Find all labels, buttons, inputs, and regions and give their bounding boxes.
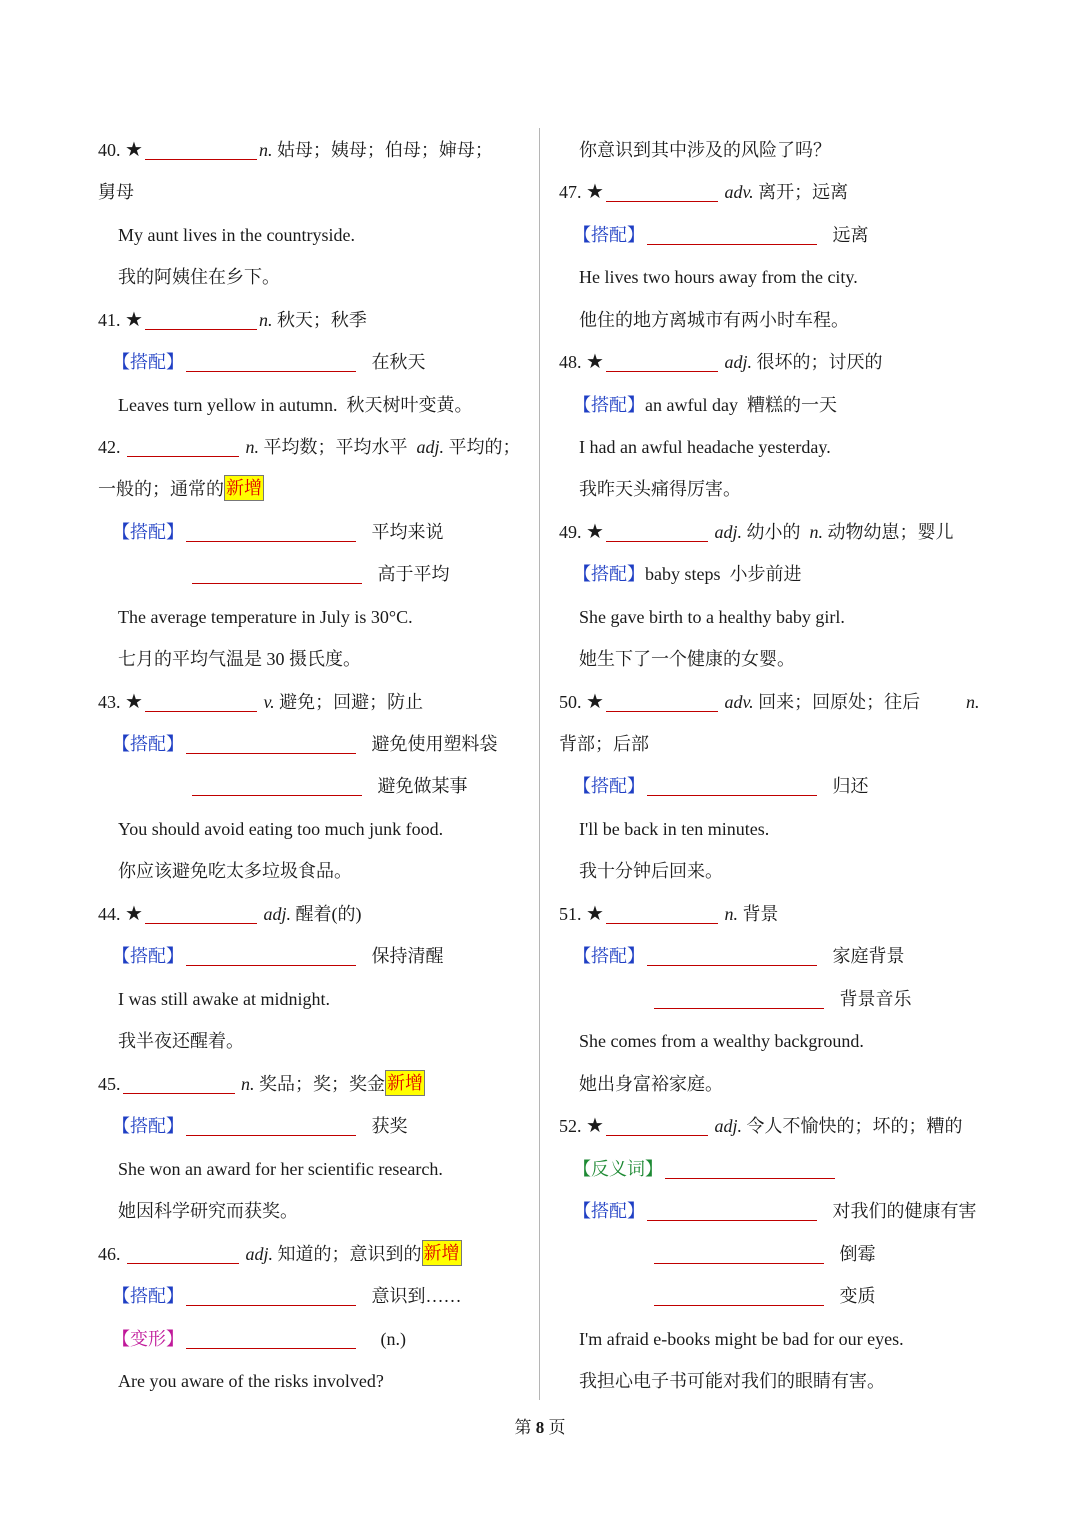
entry-number: 49. bbox=[559, 522, 582, 542]
meaning: 平均数；平均水平 bbox=[263, 437, 408, 457]
part-of-speech: adv. bbox=[724, 692, 754, 712]
meaning: 很坏的；讨厌的 bbox=[756, 352, 883, 372]
collocation-tag: 【搭配】 bbox=[112, 734, 184, 754]
meaning: 平均的； bbox=[448, 437, 521, 457]
part-of-speech: n. bbox=[258, 310, 273, 330]
collocation-line bbox=[112, 1275, 462, 1317]
part-of-speech: adj. bbox=[263, 904, 291, 924]
collocation-line bbox=[573, 765, 869, 807]
example-en: She comes from a wealthy background. bbox=[579, 1031, 864, 1051]
answer-blank[interactable] bbox=[145, 687, 257, 712]
example-zh: 他住的地方离城市有两小时车程。 bbox=[579, 310, 849, 330]
entry-number: 44. bbox=[98, 904, 121, 924]
collocation-tag: 【搭配】 bbox=[573, 946, 645, 966]
example-zh: 我昨天头痛得厉害。 bbox=[579, 479, 741, 499]
entry-number: 42. bbox=[98, 437, 121, 457]
column-divider bbox=[539, 128, 540, 1400]
example-en: Are you aware of the risks involved? bbox=[118, 1371, 384, 1391]
example-zh: 七月的平均气温是 30 摄氏度。 bbox=[118, 649, 361, 669]
answer-blank[interactable] bbox=[186, 1324, 356, 1349]
collocation-meaning: 糟糕的一天 bbox=[746, 395, 837, 415]
page-number-value: 8 bbox=[535, 1418, 545, 1437]
star-icon: ★ bbox=[586, 1115, 604, 1137]
part-of-speech: n. bbox=[966, 692, 980, 712]
answer-blank[interactable] bbox=[647, 771, 817, 796]
collocation-line bbox=[112, 1105, 408, 1147]
entry-52-headword bbox=[559, 1105, 962, 1147]
answer-blank[interactable] bbox=[654, 984, 824, 1009]
star-icon: ★ bbox=[125, 139, 143, 161]
part-of-speech: adj. bbox=[714, 522, 742, 542]
entry-47-headword bbox=[559, 171, 848, 213]
meaning: 姑母；姨母；伯母；婶母； bbox=[276, 140, 493, 160]
collocation-line bbox=[112, 341, 426, 383]
example-en: You should avoid eating too much junk food. bbox=[118, 819, 444, 839]
page-prefix: 第 bbox=[514, 1418, 532, 1437]
collocation-line bbox=[652, 1233, 876, 1275]
collocation-meaning: 家庭背景 bbox=[832, 946, 905, 966]
star-icon: ★ bbox=[125, 309, 143, 331]
meaning: 背部；后部 bbox=[559, 734, 649, 754]
collocation-phrase: baby steps bbox=[645, 564, 721, 584]
collocation-line bbox=[573, 1190, 977, 1232]
entry-50-headword bbox=[559, 681, 920, 723]
meaning: 令人不愉快的；坏的；糟的 bbox=[746, 1116, 963, 1136]
example-zh: 她因科学研究而获奖。 bbox=[118, 1201, 298, 1221]
collocation-tag: 【搭配】 bbox=[573, 1201, 645, 1221]
meaning: 醒着(的) bbox=[295, 904, 362, 924]
part-of-speech: n. bbox=[809, 522, 823, 542]
collocation-tag: 【搭配】 bbox=[112, 1286, 184, 1306]
collocation-tag: 【搭配】 bbox=[573, 564, 645, 584]
collocation-line bbox=[112, 511, 444, 553]
collocation-line bbox=[573, 214, 869, 256]
collocation-meaning: 避免做某事 bbox=[377, 776, 468, 796]
example-zh: 她出身富裕家庭。 bbox=[579, 1074, 723, 1094]
example-en: I'm afraid e-books might be bad for our eyes. bbox=[579, 1329, 904, 1349]
example-en bbox=[118, 384, 472, 426]
example-en: I was still awake at midnight. bbox=[118, 989, 330, 1009]
antonym-line bbox=[573, 1148, 837, 1190]
meaning: 幼小的 bbox=[746, 522, 801, 542]
variant-tag: 【变形】 bbox=[112, 1329, 184, 1349]
example-en: My aunt lives in the countryside. bbox=[118, 225, 355, 245]
answer-blank[interactable] bbox=[654, 1239, 824, 1264]
example-zh: 我担心电子书可能对我们的眼睛有害。 bbox=[579, 1371, 885, 1391]
entry-42-headword bbox=[98, 426, 521, 468]
example-en: She won an award for her scientific research. bbox=[118, 1159, 443, 1179]
example-en: The average temperature in July is 30°C. bbox=[118, 607, 413, 627]
collocation-meaning: 变质 bbox=[839, 1286, 876, 1306]
collocation-meaning: 保持清醒 bbox=[371, 946, 444, 966]
meaning: 秋天；秋季 bbox=[276, 310, 367, 330]
answer-blank[interactable] bbox=[647, 1196, 817, 1221]
answer-blank[interactable] bbox=[192, 771, 362, 796]
variant-line bbox=[112, 1318, 406, 1360]
collocation-meaning: 远离 bbox=[832, 225, 869, 245]
answer-blank[interactable] bbox=[186, 1111, 356, 1136]
answer-blank[interactable] bbox=[145, 135, 257, 160]
entry-41-headword bbox=[98, 299, 367, 341]
example-zh: 我半夜还醒着。 bbox=[118, 1031, 244, 1051]
answer-blank[interactable] bbox=[145, 899, 257, 924]
entry-number: 51. bbox=[559, 904, 582, 924]
example-zh: 她生下了一个健康的女婴。 bbox=[579, 649, 795, 669]
collocation-meaning: 意识到…… bbox=[371, 1286, 462, 1306]
example-zh: 你应该避免吃太多垃圾食品。 bbox=[118, 861, 352, 881]
collocation-tag: 【搭配】 bbox=[112, 352, 184, 372]
entry-50-meaning-cont bbox=[559, 723, 649, 765]
entry-number: 40. bbox=[98, 140, 121, 160]
entry-49-headword bbox=[559, 511, 953, 553]
collocation-tag: 【搭配】 bbox=[573, 225, 645, 245]
part-of-speech: n. bbox=[241, 1074, 255, 1094]
part-of-speech: n. bbox=[245, 437, 259, 457]
meaning: 动物幼崽；婴儿 bbox=[827, 522, 954, 542]
variant-pos: (n.) bbox=[380, 1329, 406, 1349]
collocation-meaning: 避免使用塑料袋 bbox=[371, 734, 498, 754]
star-icon: ★ bbox=[125, 691, 143, 713]
part-of-speech: adj. bbox=[714, 1116, 742, 1136]
collocation-line bbox=[652, 978, 912, 1020]
answer-blank[interactable] bbox=[606, 687, 718, 712]
answer-blank[interactable] bbox=[186, 517, 356, 542]
collocation-meaning: 平均来说 bbox=[371, 522, 444, 542]
collocation-line bbox=[112, 723, 498, 765]
answer-blank[interactable] bbox=[606, 347, 718, 372]
collocation-line bbox=[112, 935, 444, 977]
answer-blank[interactable] bbox=[606, 899, 718, 924]
meaning: 舅母 bbox=[98, 182, 134, 202]
example-en-text: Leaves turn yellow in autumn. bbox=[118, 395, 338, 415]
answer-blank[interactable] bbox=[606, 177, 718, 202]
example-en: She gave birth to a healthy baby girl. bbox=[579, 607, 845, 627]
example-zh: 我的阿姨住在乡下。 bbox=[118, 267, 280, 287]
part-of-speech: adj. bbox=[245, 1244, 274, 1264]
collocation-tag: 【搭配】 bbox=[573, 776, 645, 796]
star-icon: ★ bbox=[586, 521, 604, 543]
answer-blank[interactable] bbox=[665, 1154, 835, 1179]
entry-44-headword bbox=[98, 893, 361, 935]
collocation-line bbox=[573, 935, 905, 977]
example-zh: 你意识到其中涉及的风险了吗？ bbox=[579, 140, 831, 160]
answer-blank[interactable] bbox=[647, 220, 817, 245]
answer-blank[interactable] bbox=[654, 1281, 824, 1306]
collocation-line bbox=[573, 384, 837, 426]
collocation-meaning: 归还 bbox=[832, 776, 869, 796]
collocation-tag: 【搭配】 bbox=[112, 1116, 184, 1136]
entry-number: 41. bbox=[98, 310, 121, 330]
new-badge: 新增 bbox=[422, 1240, 462, 1266]
collocation-meaning: 倒霉 bbox=[839, 1244, 876, 1264]
collocation-line bbox=[190, 765, 468, 807]
answer-blank[interactable] bbox=[145, 305, 257, 330]
entry-50-pos2 bbox=[966, 681, 980, 723]
entry-number: 52. bbox=[559, 1116, 582, 1136]
entry-number: 48. bbox=[559, 352, 582, 372]
collocation-meaning: 对我们的健康有害 bbox=[832, 1201, 977, 1221]
part-of-speech: adj. bbox=[416, 437, 445, 457]
collocation-tag: 【搭配】 bbox=[112, 522, 184, 542]
collocation-line bbox=[190, 553, 450, 595]
answer-blank[interactable] bbox=[123, 1069, 235, 1094]
example-en: I had an awful headache yesterday. bbox=[579, 437, 831, 457]
page-number bbox=[0, 1414, 1080, 1442]
entry-45-headword bbox=[98, 1063, 425, 1105]
entry-51-headword bbox=[559, 893, 778, 935]
example-en: I'll be back in ten minutes. bbox=[579, 819, 770, 839]
meaning: 回来；回原处；往后 bbox=[758, 692, 921, 712]
entry-40-meaning-cont bbox=[98, 171, 134, 213]
meaning: 知道的；意识到的 bbox=[277, 1244, 422, 1264]
answer-blank[interactable] bbox=[186, 1281, 356, 1306]
antonym-tag: 【反义词】 bbox=[573, 1159, 663, 1179]
page-suffix: 页 bbox=[548, 1418, 566, 1437]
collocation-meaning: 小步前进 bbox=[729, 564, 802, 584]
new-badge: 新增 bbox=[224, 475, 264, 501]
part-of-speech: n. bbox=[258, 140, 273, 160]
star-icon: ★ bbox=[586, 903, 604, 925]
entry-43-headword bbox=[98, 681, 423, 723]
example-zh: 我十分钟后回来。 bbox=[579, 861, 723, 881]
new-badge: 新增 bbox=[385, 1070, 425, 1096]
collocation-phrase: an awful day bbox=[645, 395, 738, 415]
answer-blank[interactable] bbox=[647, 941, 817, 966]
entry-40-headword bbox=[98, 129, 493, 171]
answer-blank[interactable] bbox=[127, 432, 239, 457]
entry-number: 47. bbox=[559, 182, 582, 202]
collocation-tag: 【搭配】 bbox=[573, 395, 645, 415]
answer-blank[interactable] bbox=[606, 517, 708, 542]
answer-blank[interactable] bbox=[606, 1111, 708, 1136]
part-of-speech: v. bbox=[263, 692, 275, 712]
example-zh-text: 秋天树叶变黄。 bbox=[346, 395, 473, 415]
collocation-meaning: 获奖 bbox=[371, 1116, 408, 1136]
entry-42-meaning-cont bbox=[98, 468, 264, 510]
answer-blank[interactable] bbox=[127, 1239, 239, 1264]
meaning: 避免；回避；防止 bbox=[279, 692, 424, 712]
star-icon: ★ bbox=[586, 181, 604, 203]
collocation-line bbox=[652, 1275, 876, 1317]
entry-number: 50. bbox=[559, 692, 582, 712]
answer-blank[interactable] bbox=[186, 941, 356, 966]
meaning: 奖品；奖；奖金 bbox=[259, 1074, 385, 1094]
entry-48-headword bbox=[559, 341, 882, 383]
part-of-speech: adv. bbox=[724, 182, 754, 202]
answer-blank[interactable] bbox=[192, 559, 362, 584]
collocation-meaning: 背景音乐 bbox=[839, 989, 912, 1009]
entry-number: 43. bbox=[98, 692, 121, 712]
meaning: 离开；远离 bbox=[758, 182, 849, 202]
entry-46-headword bbox=[98, 1233, 462, 1275]
part-of-speech: n. bbox=[724, 904, 738, 924]
answer-blank[interactable] bbox=[186, 347, 356, 372]
entry-number: 46. bbox=[98, 1244, 121, 1264]
star-icon: ★ bbox=[586, 351, 604, 373]
collocation-meaning: 高于平均 bbox=[377, 564, 450, 584]
entry-number: 45. bbox=[98, 1074, 121, 1094]
meaning: 背景 bbox=[742, 904, 779, 924]
collocation-meaning: 在秋天 bbox=[371, 352, 426, 372]
part-of-speech: adj. bbox=[724, 352, 752, 372]
example-en: He lives two hours away from the city. bbox=[579, 267, 858, 287]
collocation-tag: 【搭配】 bbox=[112, 946, 184, 966]
star-icon: ★ bbox=[125, 903, 143, 925]
star-icon: ★ bbox=[586, 691, 604, 713]
meaning: 一般的；通常的 bbox=[98, 479, 224, 499]
answer-blank[interactable] bbox=[186, 729, 356, 754]
collocation-line bbox=[573, 553, 802, 595]
